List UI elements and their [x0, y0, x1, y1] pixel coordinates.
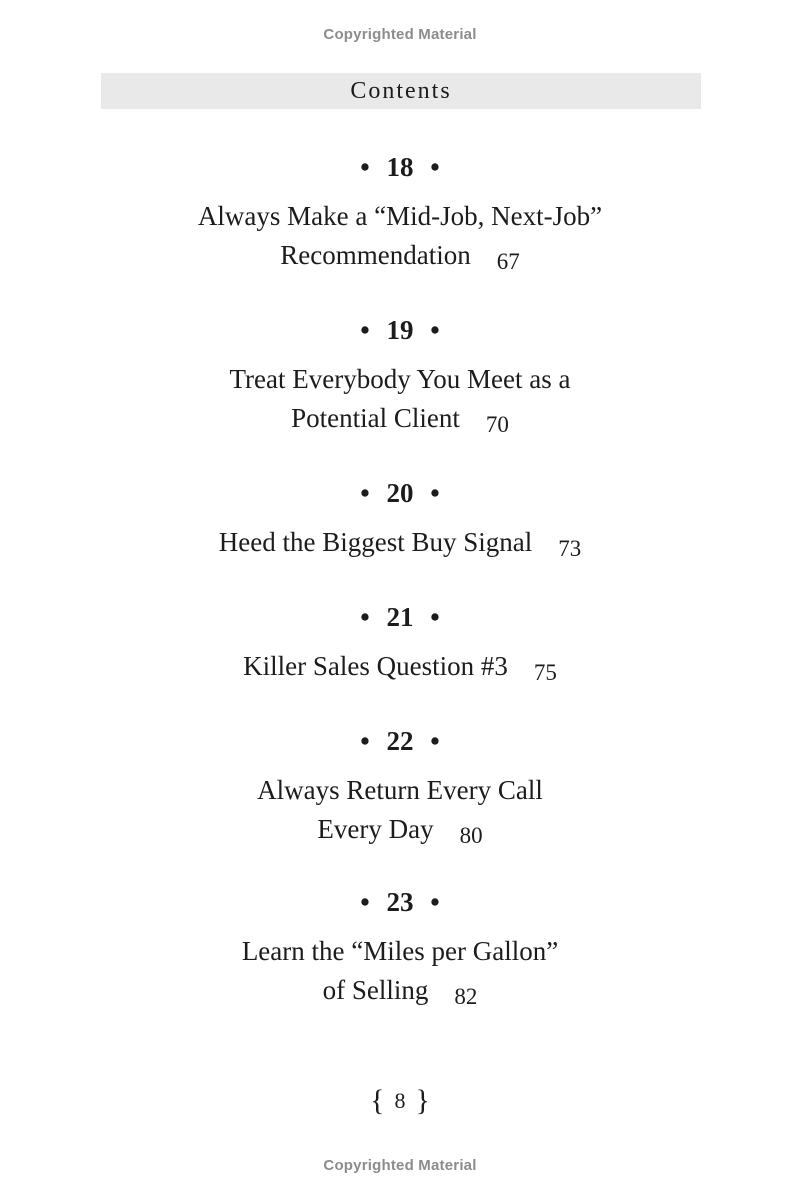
chapter-number: 22: [386, 726, 414, 756]
bullet-left: •: [360, 726, 370, 756]
chapter-title: [0, 647, 800, 687]
brace-open: {: [370, 1084, 385, 1117]
toc-entry-18[interactable]: [0, 151, 800, 276]
brace-close: }: [415, 1084, 430, 1117]
chapter-title-text: Every Day: [317, 814, 434, 844]
chapter-title-text: Potential Client: [291, 403, 460, 433]
chapter-title: [0, 523, 800, 563]
chapter-title-text: Heed the Biggest Buy Signal: [218, 527, 533, 557]
chapter-title-text: Recommendation: [280, 240, 471, 270]
toc-entry-21[interactable]: [0, 601, 800, 687]
chapter-title-line-last: [0, 523, 800, 563]
chapter-number-row: [0, 886, 800, 918]
bullet-left: •: [360, 602, 370, 632]
bullet-right: •: [430, 887, 440, 917]
bullet-left: •: [360, 887, 370, 917]
chapter-number-row: [0, 477, 800, 509]
chapter-number-row: [0, 151, 800, 183]
chapter-number-row: [0, 725, 800, 757]
page-number: 73: [558, 536, 582, 561]
toc-entry-23[interactable]: [0, 886, 800, 1011]
chapter-title-line: Treat Everybody You Meet as a: [229, 364, 571, 394]
page-number: 82: [454, 984, 478, 1009]
bullet-right: •: [430, 315, 440, 345]
toc-entry-20[interactable]: [0, 477, 800, 563]
chapter-number: 23: [386, 887, 414, 917]
page-number: 80: [459, 823, 483, 848]
chapter-title-line: Learn the “Miles per Gallon”: [241, 936, 559, 966]
chapter-number: 21: [386, 602, 414, 632]
chapter-title-line-last: [0, 647, 800, 687]
toc-entry-19[interactable]: [0, 314, 800, 439]
chapter-title-line: Always Return Every Call: [257, 775, 543, 805]
chapter-title-line: Always Make a “Mid-Job, Next-Job”: [197, 201, 603, 231]
toc-entry-22[interactable]: [0, 725, 800, 850]
bullet-left: •: [360, 152, 370, 182]
chapter-title-text: Killer Sales Question #3: [243, 651, 508, 681]
bullet-right: •: [430, 478, 440, 508]
bullet-left: •: [360, 478, 370, 508]
page-number: 70: [485, 412, 509, 437]
chapter-title-line-last: [0, 236, 800, 276]
chapter-title-line-last: [0, 399, 800, 439]
bullet-right: •: [430, 152, 440, 182]
chapter-number: 19: [386, 315, 414, 345]
copyright-watermark-top: Copyrighted Material: [323, 26, 477, 43]
page-number: 67: [496, 249, 520, 274]
chapter-title-line-last: [0, 971, 800, 1011]
page-title: Contents: [350, 77, 452, 104]
page-folio: [0, 1082, 800, 1116]
page-number: 75: [533, 660, 557, 685]
bullet-right: •: [430, 602, 440, 632]
chapter-title: [0, 197, 800, 276]
chapter-title-line-last: [0, 810, 800, 850]
chapter-title-text: of Selling: [322, 975, 429, 1005]
chapter-number-row: [0, 314, 800, 346]
bullet-right: •: [430, 726, 440, 756]
folio-page-number: 8: [394, 1088, 406, 1113]
chapter-title: [0, 771, 800, 850]
chapter-number: 20: [386, 478, 414, 508]
contents-header-bar: [101, 73, 701, 109]
copyright-watermark-bottom: Copyrighted Material: [323, 1157, 477, 1174]
chapter-number: 18: [386, 152, 414, 182]
chapter-title: [0, 932, 800, 1011]
chapter-number-row: [0, 601, 800, 633]
bullet-left: •: [360, 315, 370, 345]
chapter-title: [0, 360, 800, 439]
